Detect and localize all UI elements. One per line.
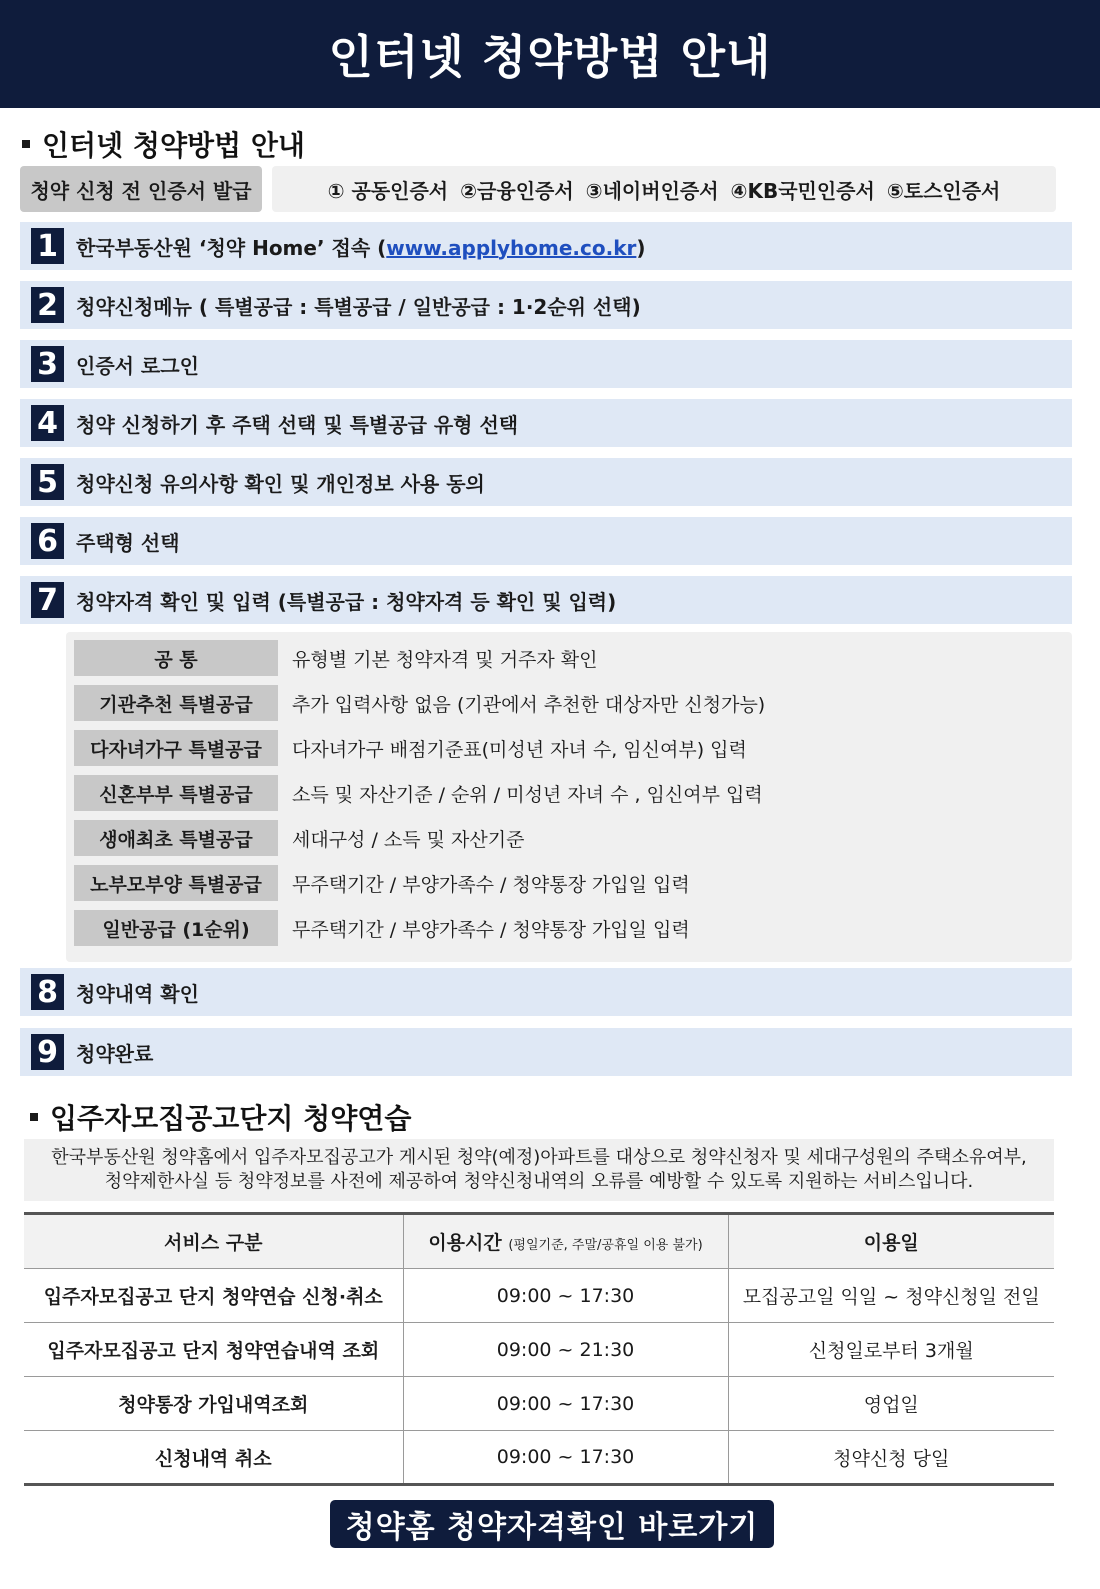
step-text: 주택형 선택 [76, 530, 180, 555]
qualification-desc: 무주택기간 / 부양가족수 / 청약통장 가입일 입력 [292, 918, 690, 941]
certificate-item: ⑤토스인증서 [886, 178, 1001, 203]
step-9 [20, 1028, 1072, 1076]
qualification-label: 생애최초 특별공급 [74, 820, 278, 856]
banner-title: 인터넷 청약방법 안내 [328, 30, 772, 84]
step-number: 6 [31, 523, 64, 559]
step-7 [20, 576, 1072, 624]
table-header-row [24, 1214, 1054, 1269]
section-title-internet-method: 인터넷 청약방법 안내 [22, 124, 305, 164]
cell-service: 청약통장 가입내역조회 [24, 1377, 403, 1431]
cell-service: 입주자모집공고 단지 청약연습 신청·취소 [24, 1269, 403, 1323]
section-title-practice: 입주자모집공고단지 청약연습 [30, 1097, 411, 1137]
cell-hours: 09:00 ~ 17:30 [403, 1377, 728, 1431]
cell-period: 신청일로부터 3개월 [728, 1323, 1054, 1377]
service-table [24, 1212, 1054, 1486]
qualification-row [74, 820, 524, 856]
step-number: 4 [31, 405, 64, 441]
cell-hours: 09:00 ~ 17:30 [403, 1431, 728, 1485]
qualification-desc: 추가 입력사항 없음 (기관에서 추천한 대상자만 신청가능) [292, 693, 766, 716]
intro-line: 한국부동산원 청약홈에서 입주자모집공고가 게시된 청약(예정)아파트를 대상으로 청약신청자 및 세대구성원의 주택소유여부, [51, 1147, 1027, 1168]
qualification-label: 공 통 [74, 640, 278, 676]
step-text: 청약자격 확인 및 입력 (특별공급 : 청약자격 등 확인 및 입력) [76, 589, 617, 614]
step-number: 8 [31, 974, 64, 1010]
applyhome-link[interactable]: www.applyhome.co.kr [386, 235, 637, 260]
cell-service: 신청내역 취소 [24, 1431, 403, 1485]
step-text: 한국부동산원 ‘청약 Home’ 접속 (www.applyhome.co.kr) [76, 235, 646, 260]
bullet-square-icon [22, 140, 30, 148]
step-number: 1 [31, 228, 64, 264]
certificate-item: ②금융인증서 [460, 178, 574, 203]
qualification-label: 다자녀가구 특별공급 [74, 730, 278, 766]
step-number: 7 [31, 582, 64, 618]
hours-note: (평일기준, 주말/공휴일 이용 불가) [508, 1238, 703, 1253]
qualification-row [74, 640, 598, 676]
cell-period: 모집공고일 익일 ~ 청약신청일 전일 [728, 1269, 1054, 1323]
step-6 [20, 517, 1072, 565]
step-1 [20, 222, 1072, 270]
step-2 [20, 281, 1072, 329]
cell-hours: 09:00 ~ 21:30 [403, 1323, 728, 1377]
eligibility-check-button[interactable]: 청약홈 청약자격확인 바로가기 [330, 1500, 774, 1548]
step-text: 청약 신청하기 후 주택 선택 및 특별공급 유형 선택 [76, 412, 519, 437]
qualification-row [74, 730, 747, 766]
certificate-item: ① 공동인증서 [327, 178, 449, 203]
step-text: 청약신청메뉴 ( 특별공급 : 특별공급 / 일반공급 : 1·2순위 선택) [76, 294, 641, 319]
bullet-square-icon [30, 1113, 38, 1121]
step-4 [20, 399, 1072, 447]
qualification-row [74, 865, 690, 901]
qualification-row [74, 775, 763, 811]
qualification-desc: 다자녀가구 배점기준표(미성년 자녀 수, 임신여부) 입력 [292, 738, 747, 761]
cell-period: 청약신청 당일 [728, 1431, 1054, 1485]
qualification-desc: 유형별 기본 청약자격 및 거주자 확인 [292, 648, 598, 671]
cell-service: 입주자모집공고 단지 청약연습내역 조회 [24, 1323, 403, 1377]
qualification-label: 기관추천 특별공급 [74, 685, 278, 721]
table-row [24, 1377, 1054, 1431]
step-number: 9 [31, 1034, 64, 1070]
table-row [24, 1269, 1054, 1323]
table-row [24, 1323, 1054, 1377]
step-number: 2 [31, 287, 64, 323]
qualification-label: 노부모부양 특별공급 [74, 865, 278, 901]
step-number: 5 [31, 464, 64, 500]
step-3 [20, 340, 1072, 388]
cell-hours: 09:00 ~ 17:30 [403, 1269, 728, 1323]
certificate-list [272, 166, 1056, 212]
step-text: 인증서 로그인 [76, 353, 199, 378]
qualification-desc: 세대구성 / 소득 및 자산기준 [292, 828, 525, 851]
page-banner [0, 0, 1100, 108]
header-period: 이용일 [728, 1214, 1054, 1269]
step-text: 청약내역 확인 [76, 981, 199, 1006]
qualification-desc: 소득 및 자산기준 / 순위 / 미성년 자녀 수 , 임신여부 입력 [292, 783, 763, 806]
step-5 [20, 458, 1072, 506]
certificate-item: ③네이버인증서 [585, 178, 719, 203]
qualification-row [74, 910, 690, 946]
qualification-panel [66, 632, 1072, 962]
practice-intro [24, 1139, 1054, 1201]
step-text: 청약신청 유의사항 확인 및 개인정보 사용 동의 [76, 471, 485, 496]
intro-line: 청약제한사실 등 청약정보를 사전에 제공하여 청약신청내역의 오류를 예방할 수 있도록 지원하는 서비스입니다. [104, 1171, 974, 1192]
step-number: 3 [31, 346, 64, 382]
header-service: 서비스 구분 [24, 1214, 403, 1269]
qualification-label: 신혼부부 특별공급 [74, 775, 278, 811]
step-text: 청약완료 [76, 1041, 154, 1066]
step-8 [20, 968, 1072, 1016]
table-row [24, 1431, 1054, 1485]
qualification-desc: 무주택기간 / 부양가족수 / 청약통장 가입일 입력 [292, 873, 690, 896]
certificate-item: ④KB국민인증서 [730, 178, 875, 203]
qualification-row [74, 685, 765, 721]
qualification-label: 일반공급 (1순위) [74, 910, 278, 946]
certificate-label: 청약 신청 전 인증서 발급 [20, 166, 262, 212]
cell-period: 영업일 [728, 1377, 1054, 1431]
header-hours: 이용시간 (평일기준, 주말/공휴일 이용 불가) [403, 1214, 728, 1269]
